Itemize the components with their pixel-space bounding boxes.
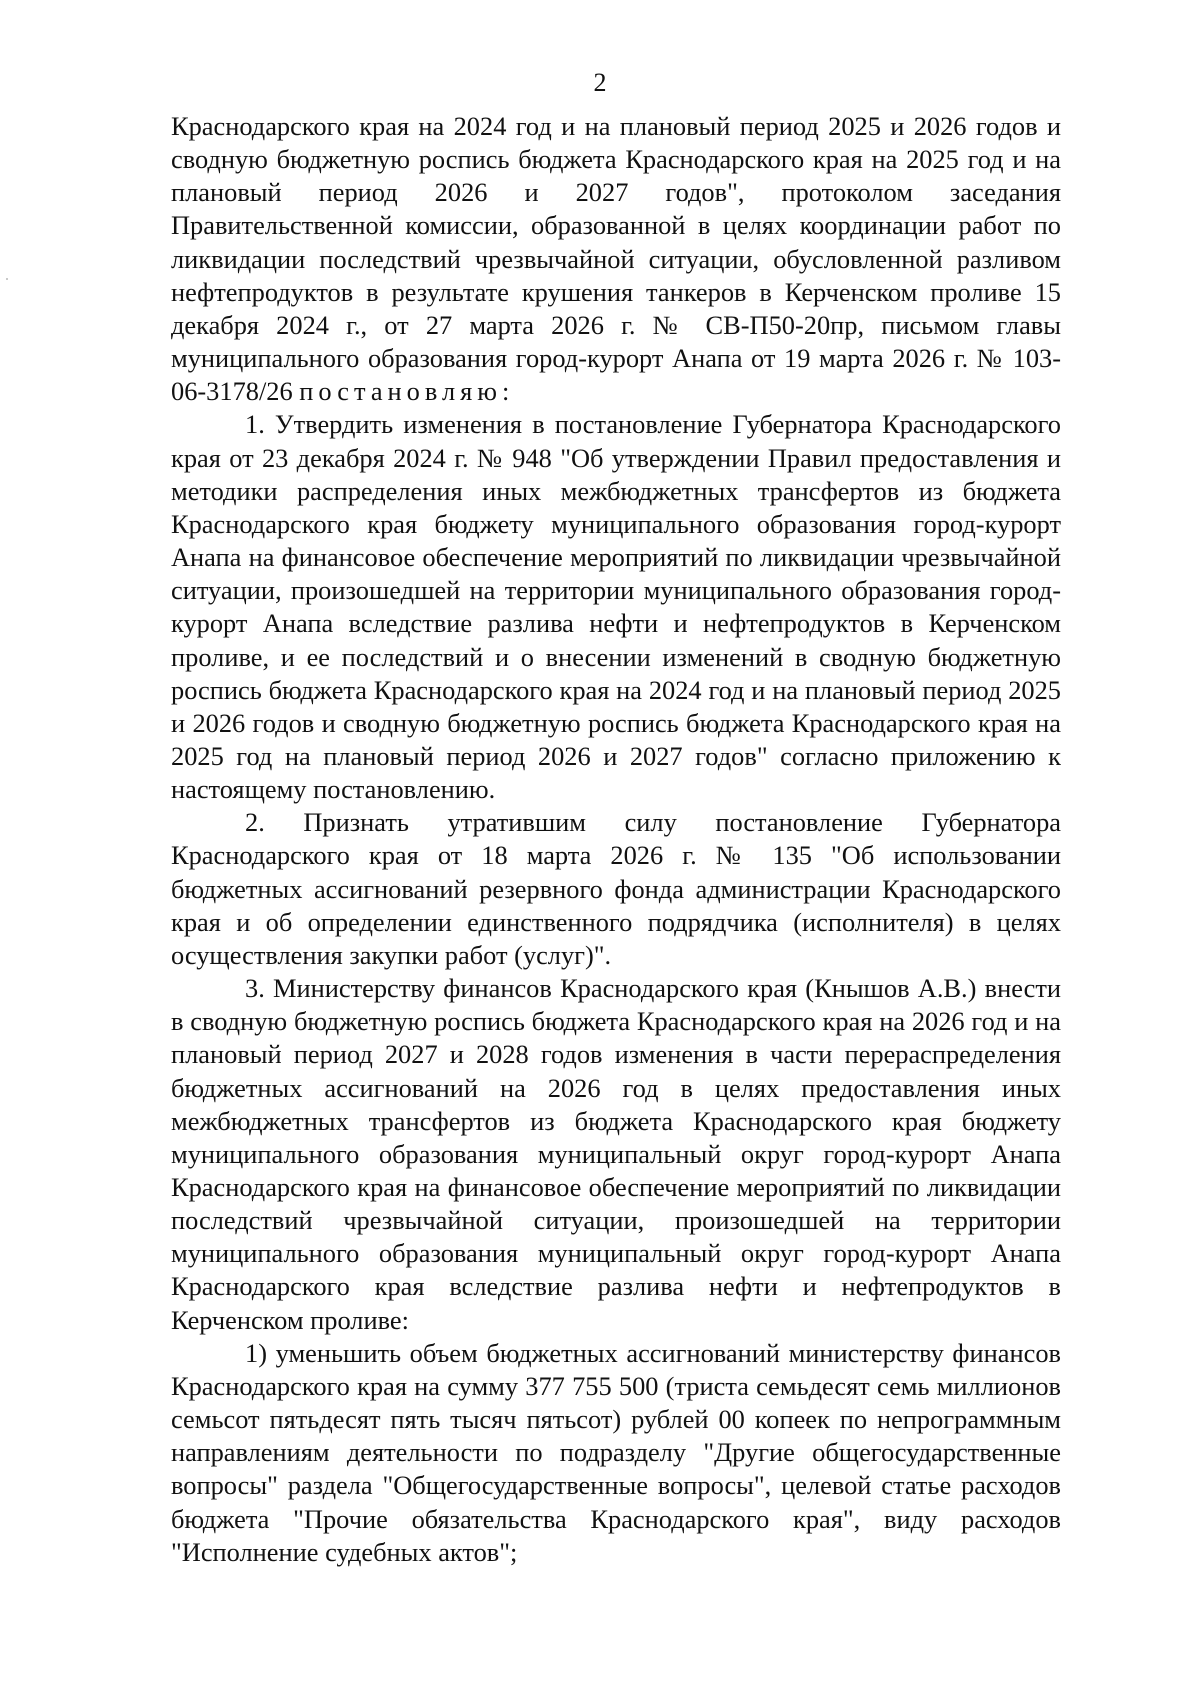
preamble-text: Краснодарского края на 2024 год и на плановый период 2025 и 2026 годов и сводную бюджетную роспись бюджета Краснодарского края на 2025 год и на плановый период 2026 и 2027 годов", протоколом заседания Правительственной комиссии, образованной в целях координации работ по ликвидации последствий чрезвычайной ситуации, обусловленной разливом нефтепродуктов в результате крушения танкеров в Керченском проливе 15 декабря 2024 г., от 27 марта 2026 г. № СВ-П50-20пр, письмом главы муниципального образования город-курорт Анапа от 19 марта 2026 г. № 103-06-3178/26 — [171, 111, 1061, 407]
document-body — [171, 110, 1061, 1569]
page-number: 2 — [593, 68, 607, 97]
decree-word: постановляю: — [299, 376, 515, 407]
paragraph-preamble-continuation — [171, 110, 1061, 408]
paragraph-subitem-1: 1) уменьшить объем бюджетных ассигнований министерству финансов Краснодарского края на сумму 377 755 500 (триста семьдесят семь миллионов семьсот пятьдесят пять тысяч пятьсот) рублей 00 копеек по непрограммным направлениям деятельности по подразделу "Другие общегосударственные вопросы" раздела "Общегосударственные вопросы", целевой статье расходов бюджета "Прочие обязательства Краснодарского края", виду расходов "Исполнение судебных актов"; — [171, 1337, 1061, 1567]
paragraph-item-2: 2. Признать утратившим силу постановление Губернатора Краснодарского края от 18 марта 2026 г. № 135 "Об использовании бюджетных ассигнований резервного фонда администрации Краснодарского края и об определении единственного подрядчика (исполнителя) в целях осуществления закупки работ (услуг)". — [171, 807, 1061, 970]
scan-speck — [6, 278, 8, 280]
paragraph-item-1: 1. Утвердить изменения в постановление Губернатора Краснодарского края от 23 декабря 2024 г. № 948 "Об утверждении Правил предоставления и методики распределения иных межбюджетных трансфертов из бюджета Краснодарского края бюджету муниципального образования город-курорт Анапа на финансовое обеспечение мероприятий по ликвидации чрезвычайной ситуации, произошедшей на территории муниципального образования город-курорт Анапа вследствие разлива нефти и нефтепродуктов в Керченском проливе, и ее последствий и о внесении изменений в сводную бюджетную роспись бюджета Краснодарского края на 2024 год и на плановый период 2025 и 2026 годов и сводную бюджетную роспись бюджета Краснодарского края на 2025 год на плановый период 2026 и 2027 годов" согласно приложению к настоящему постановлению. — [171, 409, 1061, 805]
paragraph-item-3: 3. Министерству финансов Краснодарского края (Кнышов А.В.) внести в сводную бюджетную роспись бюджета Краснодарского края на 2026 год и на плановый период 2027 и 2028 годов изменения в части перераспределения бюджетных ассигнований на 2026 год в целях предоставления иных межбюджетных трансфертов из бюджета Краснодарского края бюджету муниципального образования муниципальный округ город-курорт Анапа Краснодарского края на финансовое обеспечение мероприятий по ликвидации последствий чрезвычайной ситуации, произошедшей на территории муниципального образования муниципальный округ город-курорт Анапа Краснодарского края вследствие разлива нефти и нефтепродуктов в Керченском проливе: — [171, 973, 1061, 1335]
